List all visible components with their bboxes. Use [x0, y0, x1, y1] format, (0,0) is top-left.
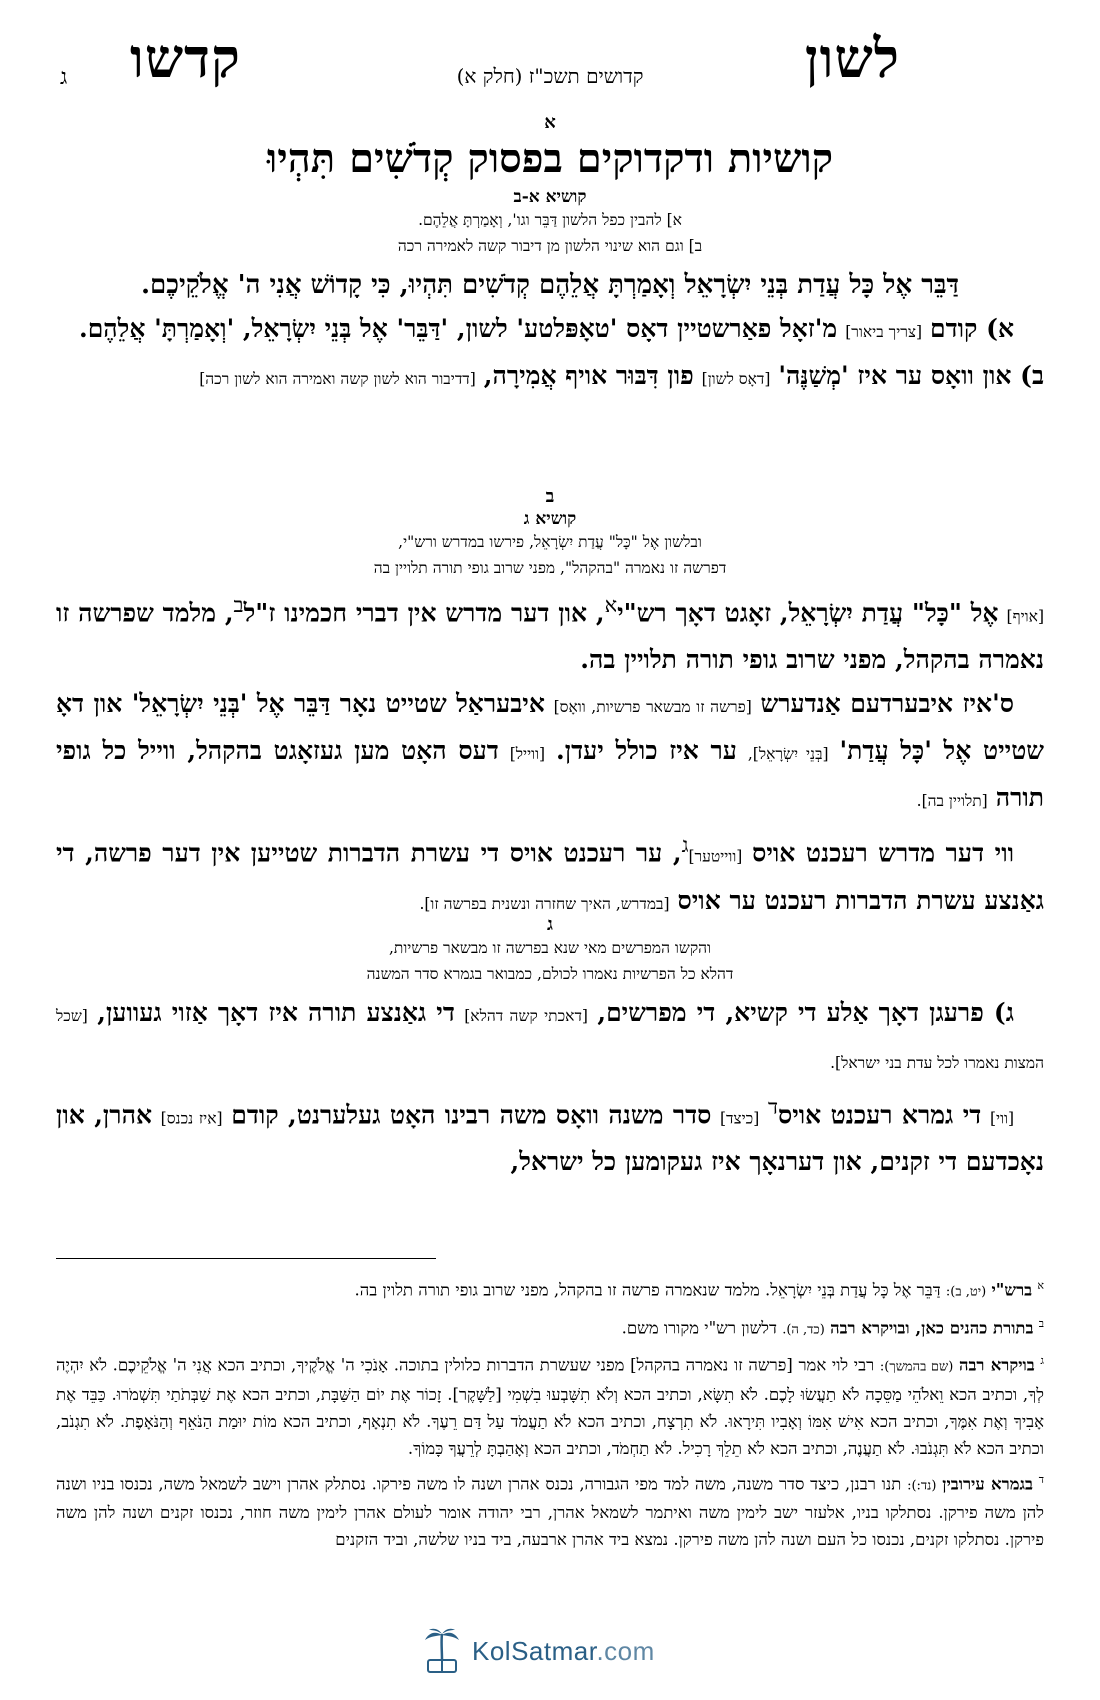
section-b-body [56, 583, 1044, 926]
p-b2-text-3: דעס האָט מען געזאָגט בהקהל, ווייל כל גופי תורה [56, 736, 1044, 813]
footnote-d-mark: ד [1038, 1472, 1044, 1486]
section-a-letter: א [544, 112, 556, 133]
p-a2-text: פון דִּבּוּר אויף אֲמִירָה, [483, 361, 694, 390]
paragraph-g2 [56, 1085, 1044, 1184]
footnote-d-text: תנו רבנן, כיצד סדר משנה, משה למד מפי הגבורה, נכנס אהרן ושנה לו משה פירקו. נסתלק אהרן וישב לשמאל משה, נכנסו בניו ושנה להן משה פירקן. נסתלקו בניו, אלעזר ישב לימין משה ואיתמר לשמאל אהרן, רבי יהודה אומר לעולם אהרן לימין משה חוזר, נכנסו זקנים ושנה להן משה פירקן. נסתלקו זקנים, נכנסו כל העם ושנה להן משה פירקן. נמצא ביד אהרן ארבעה, ביד בניו שלשה, וביד הזקנים [56, 1474, 1044, 1549]
footnote-a-text: דַּבֵּר אֶל כָּל עֲדַת בְּנֵי יִשְׂרָאֵל. מלמד שנאמרה פרשה זו בהקהל, מפני שרוב גופי תורה תלוין בה. [354, 1280, 941, 1300]
section-g-sub-1: והקשו המפרשים מאי שנא בפרשה זו מבשאר פרשיות, [388, 939, 712, 957]
palm-book-icon [420, 1626, 464, 1676]
footnote-d [56, 1466, 1044, 1554]
p-a2-bracket-2: [דדיבור הוא לשון קשה ואמירה הוא לשון רכה] [199, 370, 476, 388]
paragraph-b3 [56, 823, 1044, 925]
p-g1-lead: ג) פרעגן דאָך אַלע די קשיא, די מפרשים, [597, 998, 1015, 1027]
section-a-sub-2: ב] וגם הוא שינוי הלשון מן דיבור קשה לאמירה רכה [397, 237, 703, 255]
section-a [56, 112, 1044, 401]
section-a-title: קושיות ודקדוקים בפסוק קְדֹשִׁים תִּהְיוּ [267, 135, 833, 182]
p-a2-bracket: [דאָס לשון] [701, 370, 771, 388]
p-b2-text: איבעראַל שטייט נאָר דַּבֵּר אֶל 'בְּנֵי יִשְׂרָאֵל' און דאָ שטייט אֶל 'כָּל עֲדַת' [56, 689, 1044, 766]
footnote-ref-c[interactable]: ג [681, 833, 689, 858]
header-title-left: קדשו [130, 26, 241, 90]
logo-domain: .com [596, 1636, 655, 1666]
p-g2-text-2: אהרן, און נאָכדעם די זקנים, און דערנאָך איז געקומען כל ישראל, [56, 1100, 1044, 1177]
p-b2-bracket-4: [תלויין בה]. [916, 792, 988, 811]
footnote-a [56, 1272, 1044, 1306]
p-g1-bracket-2: [שכל המצות נאמרו לכל עדת בני ישראל]. [56, 1007, 1044, 1072]
page-number: ג [60, 65, 68, 90]
header-title-right: לשון [804, 26, 900, 90]
footnote-ref-d[interactable]: ד [767, 1095, 778, 1119]
p-g1-bracket: [דאכתי קשה דהלא] [464, 1007, 588, 1025]
p-b1-bracket: [אויף] [1006, 607, 1044, 626]
p-b2-bracket: [פרשה זו מבשאר פרשיות, וואָס] [553, 698, 752, 717]
section-a-body [56, 263, 1044, 401]
section-b-kushia: קושיא ג [523, 509, 577, 529]
footnote-c-mark: ג [1040, 1354, 1045, 1367]
logo-text [472, 1636, 655, 1667]
p-b1-text: אֶל "כָּל" עֲדַת יִשְׂרָאֵל, זאָגט דאָך רש"י [617, 598, 999, 628]
section-g-sub-2: דהלא כל הפרשיות נאמרו לכולם, כמבואר בגמרא סדר המשנה [366, 965, 734, 983]
footnote-a-lead: ברש"י [991, 1280, 1033, 1300]
section-a-sub-1: א] להבין כפל הלשון דַּבֵּר וגו', וְאָמַרְתָּ אֲלֵהֶם. [418, 211, 682, 229]
footnote-ref-b[interactable]: ב [233, 593, 244, 617]
paragraph-b1 [56, 583, 1044, 682]
p-g2-bracket-3: [איז נכנס] [160, 1109, 223, 1128]
p-b2-bracket-2: [בְּנֵי יִשְׂרָאֵל], [747, 745, 829, 764]
section-b [56, 486, 1044, 926]
section-g-body [56, 991, 1044, 1184]
p-a1-text: מ'זאָל פאַרשטיין דאָס 'טאָפּלטע' לשון, 'דַּבֵּר' אֶל בְּנֵי יִשְׂרָאֵל, 'וְאָמַרְתָּ' אֲלֵהֶם. [78, 314, 838, 343]
p-b1-text-2: , און דער מדרש אין דברי חכמינו ז"ל [243, 598, 605, 628]
paragraph-b2 [56, 682, 1044, 823]
p-a1-bracket: [צריך ביאור] [845, 323, 923, 341]
paragraph-g1 [56, 991, 1044, 1085]
logo-name: KolSatmar [472, 1636, 597, 1666]
footnote-divider [56, 1258, 436, 1259]
p-b3-lead: ווי דער מדרש רעכנט אויס [752, 838, 1014, 868]
section-a-kushia: קושיא א-ב [513, 187, 587, 207]
footnote-b-mark: ב [1038, 1316, 1044, 1330]
kolsatmar-logo[interactable] [420, 1626, 655, 1682]
p-b3-bracket: [ווייטער] [688, 847, 743, 866]
p-g2-lead: די גמרא רעכנט אויס [778, 1100, 982, 1130]
footnote-b-text: דלשון רש"י מקורו משם. [621, 1318, 777, 1337]
p-g1-text: די גאַנצע תורה איז דאָך אַזוי געווען, [97, 998, 455, 1027]
verse: דַּבֵּר אֶל כָּל עֲדַת בְּנֵי יִשְׂרָאֵל וְאָמַרְתָּ אֲלֵהֶם קְדֹשִׁים תִּהְיוּ, כִּי קָדוֹשׁ אֲנִי ה' אֱלֹקֵיכֶם. [140, 270, 960, 300]
p-b2-bracket-3: [ווייל] [509, 745, 546, 764]
footnote-a-mark: א [1037, 1279, 1044, 1292]
footnote-d-source: (נד:): [907, 1478, 937, 1493]
section-g [56, 914, 1044, 1184]
p-g2-text: סדר משנה וואָס משה רבינו האָט געלערנט, קודם [231, 1100, 712, 1130]
footnotes [56, 1272, 1044, 1557]
p-a1-lead: א) קודם [930, 314, 1014, 343]
footnote-ref-a[interactable]: א [604, 593, 618, 617]
footnote-d-lead: בגמרא עירובין [942, 1474, 1033, 1493]
section-b-sub-2: דפרשה זו נאמרה "בהקהל", מפני שרוב גופי תורה תלויין בה [373, 559, 727, 577]
p-g2-bracket: [ווי] [989, 1109, 1015, 1128]
p-a2-lead: ב) און וואָס ער איז 'מְשַׁנֶּה' [778, 361, 1044, 390]
footnote-a-source: (יט, ב): [945, 1284, 987, 1300]
footnote-c [56, 1347, 1044, 1462]
footnote-c-text: רבי לוי אמר [פרשה זו נאמרה בהקהל] מפני שעשרת הדברות כלולין בתוכה. אָנֹכִי ה' אֱלֹקֶיךָ, וכתיב הכא אֲנִי ה' אֱלֹקֵיכֶם. לֹא יִהְיֶה לְךָ, וכתיב הכא וֵאלֹהֵי מַסֵּכָה לֹא תַעֲשׂוּ לָכֶם. לֹא תִשָּׂא, וכתיב הכא וְלֹא תִשָּׁבְעוּ בִשְׁמִי [לַשָּׁקֶר]. זָכוֹר אֶת יוֹם הַשַּׁבָּת, וכתיב הכא אֶת שַׁבְּתֹתַי תִּשְׁמֹרוּ. כַּבֵּד אֶת אָבִיךָ וְאֶת אִמֶּךָ, וכתיב הכא אִישׁ אִמּוֹ וְאָבִיו תִּירָאוּ. לֹא תִרְצָח, וכתיב הכא לֹא תַעֲמֹד עַל דַּם רֵעֶךָ. לֹא תִנְאָף, וכתיב הכא מוֹת יוּמַת הַנֹּאֵף וְהַנֹּאָפֶת. לֹא תִגְנֹב, וכתיב הכא לֹא תִּגְנֹבוּ. לֹא תַעֲנֶה, וכתיב הכא לֹא תֵלֵךְ רָכִיל. לֹא תַחְמֹד, וכתיב הכא וְאָהַבְתָּ לְרֵעֲךָ כָּמוֹךָ. [56, 1355, 1044, 1458]
section-b-sub-1: ובלשון אֶל "כָּל" עֲדַת יִשְׂרָאֵל, פירשו במדרש ורש"י, [398, 533, 702, 551]
section-b-letter: ב [545, 486, 555, 507]
p-b2-lead: ס'איז איבערדעם אַנדערש [760, 689, 1014, 719]
footnote-c-lead: בויקרא רבה [958, 1355, 1035, 1375]
footnote-b-source: (כד, ה). [782, 1322, 825, 1337]
header-center-subtitle: קדושים תשכ"ז (חלק א) [456, 64, 644, 88]
p-b1-text-3: , מלמד שפרשה זו נאמרה בהקהל, מפני שרוב גופי תורה תלויין בה. [56, 598, 1044, 675]
p-b3-bracket-2: [במדרש, האיך שחזרה ונשנית בפרשה זו]. [419, 894, 670, 913]
section-g-letter: ג [547, 914, 553, 935]
p-b3-text: , ער רעכנט אויס די עשרת הדברות שטייען אין דער פרשה, די גאַנצע עשרת הדברות רעכנט ער אויס [56, 838, 1044, 915]
p-g2-bracket-2: [כיצד] [720, 1109, 760, 1128]
paragraph-a1 [56, 307, 1044, 354]
footnote-b [56, 1310, 1044, 1344]
footnote-c-source: (שם בהמשך): [879, 1359, 954, 1375]
p-b2-text-2: ער איז כולל יעדן. [556, 736, 737, 766]
paragraph-a2 [56, 354, 1044, 401]
footnote-b-lead: בתורת כהנים כאן, ובויקרא רבה [830, 1318, 1034, 1337]
